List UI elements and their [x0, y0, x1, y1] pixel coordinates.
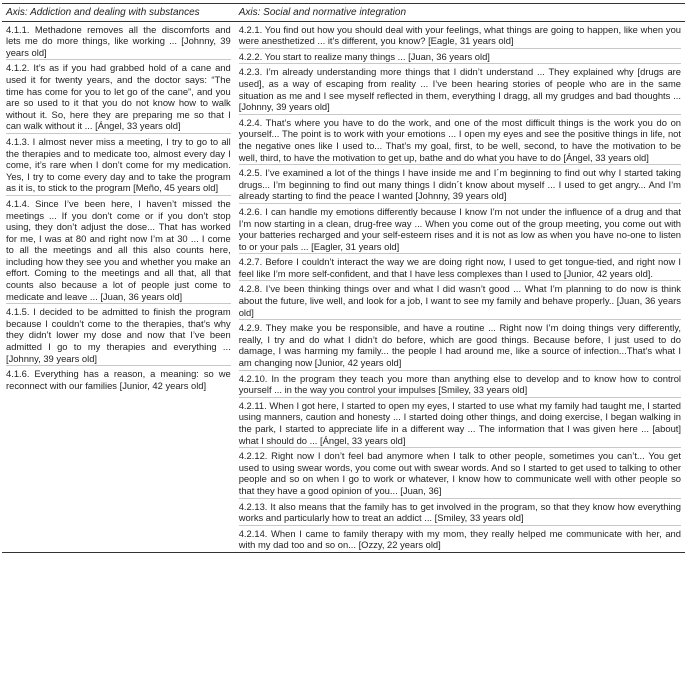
- right-column: [235, 21, 685, 552]
- quote-4-2-2: 4.2.2. You start to realize many things ... [Juan, 36 years old]: [239, 49, 681, 65]
- header-row: [2, 4, 685, 22]
- quotes-table: [2, 3, 685, 553]
- quote-4-2-4: 4.2.4. That’s where you have to do the work, and one of the most difficult things is the work you do on yourself... The point is to work with your emotions ... I open my eyes and see the positive things in life, not the negative ones like I used to... That’s my goal, first, to be well, second, to have the motivation to be well, third, to have the motivation to get up, bathe and do what you have to do [Ángel, 33 years old]: [239, 115, 681, 165]
- quote-4-1-4: 4.1.4. Since I’ve been here, I haven’t missed the meetings ... If you don’t come or if you don’t stop using, they don’t adjust the dose... That has worked for me, I was at 80 and right now I’m at 30 ... I come to all the meetings and all this also counts here, including how they see you and whether you make an effort. Coming to the meetings and all that, all that counts also because a lot of people just come to medicate and leave ... [Juan, 36 years old]: [6, 196, 231, 304]
- quote-4-2-1: 4.2.1. You find out how you should deal with your feelings, what things are going to happen, like when you were anesthetized ... it’s different, you know? [Eagle, 31 years old]: [239, 22, 681, 49]
- right-column-header: Axis: Social and normative integration: [235, 4, 685, 22]
- quote-4-2-7: 4.2.7. Before I couldn’t interact the way we are doing right now, I used to get tongue-tied, and right now I feel like I’m more self-confident, and that I have less complexes than I used to [Junior, 42 years old].: [239, 254, 681, 281]
- quote-4-2-6: 4.2.6. I can handle my emotions differently because I know I’m not under the influence of a drug and that I’m now starting in a clean, drug-free way ... When you come out of the group meeting, you come out with your batteries recharged and your self-esteem rises and it is not as low as when you have no-one to listen to or your pals ... [Eagler, 31 years old]: [239, 204, 681, 254]
- quote-4-2-3: 4.2.3. I’m already understanding more things that I didn’t understand ... They explained why [drugs are used], as a way of escaping from reality ... I’ve been hearing stories of people who are in the same situation as me and I see myself reflected in them, everything I dragg, all my grudges and bad thoughts ... [Johnny, 39 years old]: [239, 64, 681, 114]
- quote-4-2-10: 4.2.10. In the program they teach you more than anything else to develop and to know how to control yourself ... in the way you control your impulses [Smiley, 33 years old]: [239, 371, 681, 398]
- quote-4-1-6: 4.1.6. Everything has a reason, a meaning: so we reconnect with our families [Junior, 42 years old]: [6, 368, 231, 391]
- quote-4-1-5: 4.1.5. I decided to be admitted to finish the program because I couldn’t come to the therapies, that’s why they didn’t lower my dose and now that I’ve been admitted I go to my therapies and everything ... [Johnny, 39 years old]: [6, 304, 231, 366]
- quote-4-2-11: 4.2.11. When I got here, I started to open my eyes, I started to use what my family had taught me, I started using manners, caution and honesty ... I started doing other things, and doing exercise, I began walking in the park, I started to appreciate life in a different way ... The information that I was given here ... [about] what I should do ... [Ángel, 33 years old]: [239, 398, 681, 448]
- quote-4-2-9: 4.2.9. They make you be responsible, and have a routine ... Right now I’m doing things very differently, really, I try and do what I didn’t do before, which are good things. Because before, I just used to do damage, I was harming my family... the people I had around me, like a source of infection...That’s what I am changing now [Junior, 42 years old]: [239, 320, 681, 370]
- quote-4-2-5: 4.2.5. I’ve examined a lot of the things I have inside me and I´m beginning to find out why I started taking drugs... I’m beginning to find out many things I didn´t know about myself ... I used to get angry... And I’m already starting to find the peace I wanted [Johnny, 39 years old]: [239, 165, 681, 204]
- quote-4-1-3: 4.1.3. I almost never miss a meeting, I try to go to all the therapies and to medicate too, almost every day I come, it’s rare when I don’t come for my medication. Yes, I try to come every day and to take the program as it is, to stick to the program [Meño, 45 years old]: [6, 134, 231, 196]
- quote-4-2-14: 4.2.14. When I came to family therapy with my mom, they really helped me communicate with her, and with my dad too and so on... [Ozzy, 22 years old]: [238, 527, 681, 551]
- quote-4-2-8: 4.2.8. I’ve been thinking things over and what I did wasn’t good ... What I’m planning to do now is think about the future, live well, and look for a job, I want to see my family and behave properly.. [Juan, 36 years old]: [239, 281, 681, 320]
- quote-4-2-12: 4.2.12. Right now I don’t feel bad anymore when I talk to other people, sometimes you can’t... You get used to using swear words, you come out with swear words. And so I started to get used to talking to other people and so on when I go to work or whatever, I know how to communicate well with other people so that they have a good opinion of you... [Juan, 36]: [239, 448, 681, 498]
- left-column-header: Axis: Addiction and dealing with substances: [2, 4, 235, 22]
- quote-4-1-2: 4.1.2. It’s as if you had grabbed hold of a cane and used it for twenty years, and the doctor says: “The time has come for you to let go of the cane”, and you are so used to it that you do not know how to walk without it. So, here they are preparing me so that I can walk without it ... [Ángel, 33 years old]: [6, 60, 231, 134]
- quote-4-2-13: 4.2.13. It also means that the family has to get involved in the program, so that they know how everything works and particularly how to treat an addict ... [Smiley, 33 years old]: [239, 499, 681, 526]
- quote-4-1-1: 4.1.1. Methadone removes all the discomforts and lets me do more things, like working ... [Johnny, 39 years old]: [6, 22, 231, 61]
- left-column: [2, 21, 235, 552]
- body-row: [2, 21, 685, 552]
